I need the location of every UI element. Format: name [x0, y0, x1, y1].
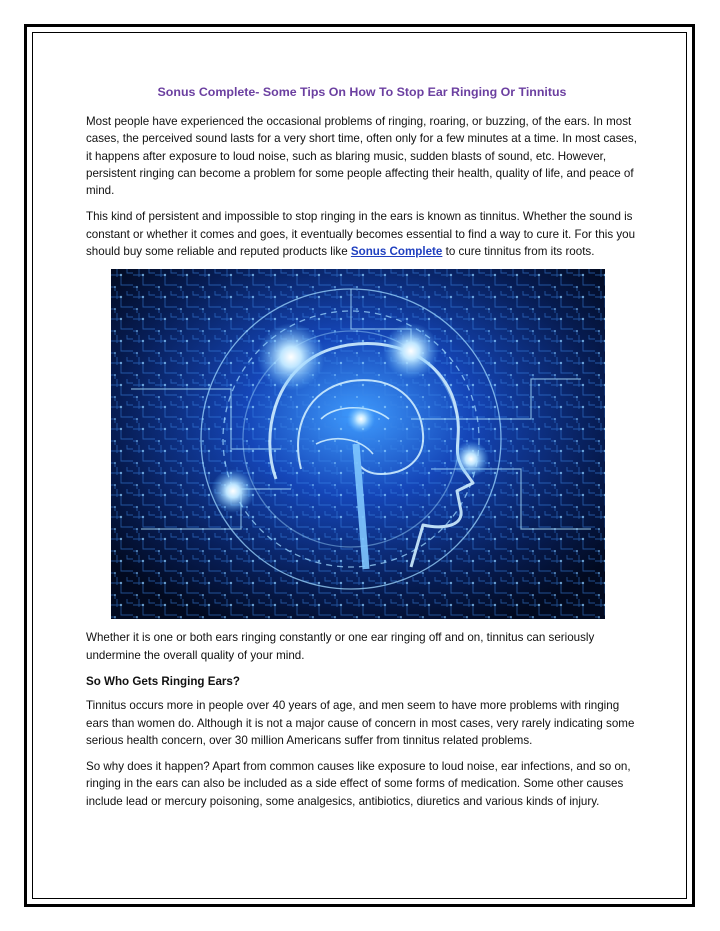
light-flare: [211, 469, 255, 513]
paragraph-tinnitus: [86, 208, 638, 260]
sonus-complete-link[interactable]: Sonus Complete: [350, 245, 443, 259]
document-title: Sonus Complete- Some Tips On How To Stop Ear Ringing Or Tinnitus: [157, 85, 567, 99]
brain-circuit-illustration: [111, 269, 605, 619]
light-flare: [383, 323, 439, 379]
paragraph-causes: So why does it happen? Apart from common causes like exposure to loud noise, ear infections, and so on, ringing in the ears can also be included as a side effect of some forms of medication. Some other causes include lead or mercury poisoning, some analgesics, antibiotics, diuretics and various kinds of injury.: [86, 760, 631, 808]
paragraph-tinnitus-text-2: to cure tinnitus from its roots.: [442, 245, 595, 259]
light-flare: [257, 323, 325, 391]
paragraph-who: Tinnitus occurs more in people over 40 years of age, and men seem to have more problems with ringing ears than women do. Although it is not a major cause of concern in most cases, very rarely indicating some serious health concern, over 30 million Americans suffer from tinnitus related problems.: [86, 699, 635, 747]
light-flare: [453, 441, 489, 477]
paragraph-tinnitus-text-1: This kind of persistent and impossible to stop ringing in the ears is known as tinnitus. Whether the sound is constant or whether it comes and goes, it eventually becomes essential to find a way to cure it. For this you should buy some reliable and reputed products like: [86, 210, 636, 259]
paragraph-intro: Most people have experienced the occasional problems of ringing, roaring, or buzzing, of the ears. In most cases, the perceived sound lasts for a very short time, often only for a few minutes at a time. In most cases, it happens after exposure to loud noise, such as blaring music, sudden blasts of sound, etc. However, persistent ringing can become a problem for some people affecting their health, quality of life, and peace of mind.: [86, 115, 637, 198]
document-body: [86, 84, 638, 819]
section-heading: So Who Gets Ringing Ears?: [86, 674, 240, 688]
light-flare: [347, 405, 375, 433]
paragraph-ears: Whether it is one or both ears ringing constantly or one ear ringing off and on, tinnitus can seriously undermine the overall quality of your mind.: [86, 631, 595, 662]
brain-circuit-image: [111, 269, 605, 619]
